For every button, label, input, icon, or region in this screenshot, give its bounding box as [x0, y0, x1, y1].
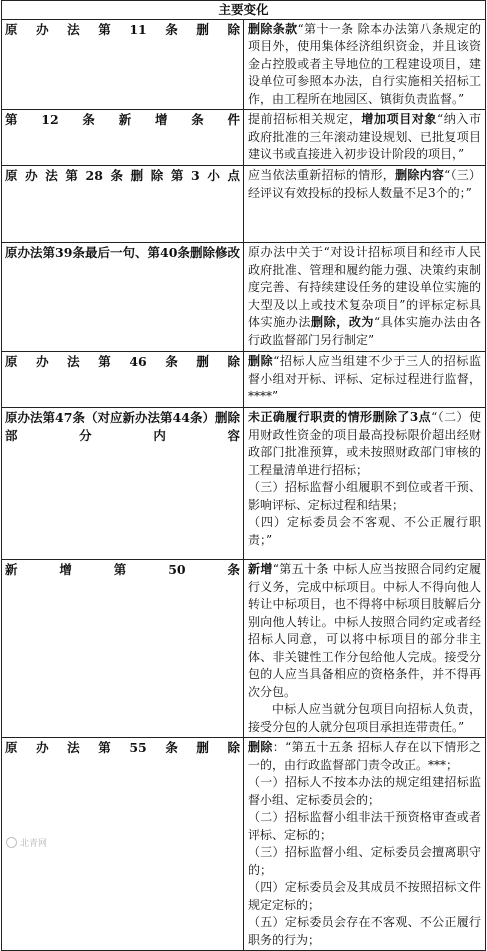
- row-text: “纳入市政府批准的三年滚动建设规划、已批复项目建议书或直接进入初步设计阶段的项目，”: [248, 112, 481, 161]
- row-lead: 未正确履行职责的情形删除了3点: [248, 410, 432, 424]
- row-text: “第十一条 除本办法第八条规定的项目外，使用集体经济组织资金，并且该资金占控股或者主导地位的工程建设项目，建设单位可参照本办法，自行实施相关招标工作，由工程所在地园区、镇街负责监督。”: [248, 21, 481, 106]
- row-label: 第12条新增条件: [2, 110, 244, 166]
- list-item: （二）招标监督小组非法干预资格审查或者评标、定标的；: [248, 810, 481, 842]
- row-lead: 删除: [248, 354, 274, 368]
- row-content: [244, 166, 486, 243]
- row-label: 原办法第47条（对应新办法第44条）删除部分内容: [2, 408, 244, 560]
- row-content: [244, 352, 486, 408]
- changes-table: [1, 0, 486, 951]
- list-item: （三）招标监督小组履职不到位或者干预、影响评标、定标过程和结果；: [248, 480, 481, 512]
- row-pre: 应当依法重新招标的情形，: [248, 168, 396, 182]
- row-lead: 删除: [248, 740, 273, 754]
- row-content: [244, 110, 486, 166]
- row-content: [244, 243, 486, 352]
- row-label: 原办法第28条删除第3小点: [2, 166, 244, 243]
- row-content: [244, 560, 486, 738]
- table-row: [2, 738, 486, 951]
- row-para: [248, 409, 481, 479]
- row-lead: 新增: [248, 562, 273, 576]
- table-row: [2, 408, 486, 560]
- row-label: 原办法第39条最后一句、第40条删除修改: [2, 243, 244, 352]
- list-item: （五）定标委员会存在不客观、不公正履行职务的行为；: [248, 915, 481, 947]
- row-pre: 提前招标相关规定，: [248, 112, 362, 126]
- row-para: [248, 739, 481, 774]
- row-para-2: 中标人应当就分包项目向招标人负责，接受分包的人就分包项目承担连带责任。”: [248, 702, 481, 734]
- row-lead: 删除，改为: [311, 315, 375, 329]
- table-row: [2, 560, 486, 738]
- table-row: [2, 110, 486, 166]
- watermark-text: 北青网: [20, 839, 48, 849]
- row-label: 原办法第55条删除: [2, 738, 244, 951]
- table-row: [2, 19, 486, 110]
- table-row: [2, 352, 486, 408]
- row-label: 新增第50条: [2, 560, 244, 738]
- row-content: [244, 408, 486, 560]
- table-row: [2, 166, 486, 243]
- row-label: 原办法第11条删除: [2, 19, 244, 110]
- row-text: “招标人应当组建不少于三人的招标监督小组对开标、评标、定标过程进行监督，****”: [248, 354, 481, 403]
- table-row: [2, 243, 486, 352]
- row-para: [248, 561, 481, 701]
- watermark: [6, 836, 47, 849]
- row-content: [244, 738, 486, 951]
- row-label: 原办法第46条删除: [2, 352, 244, 408]
- row-text: ：“第五十五条 招标人存在以下情形之一的，由行政监督部门责令改正。***；: [248, 740, 481, 772]
- list-item: （一）招标人不按本办法的规定组建招标监督小组、定标委员会的；: [248, 775, 481, 807]
- watermark-logo-icon: [6, 837, 17, 848]
- row-text: “具体实施办法由各行政监督部门另行制定”: [248, 315, 481, 347]
- row-pre: 原办法中关于“对设计招标项目和经市人民政府批准、管理和履约能力强、决策约束制度完善、有持续建设任务的建设单位实施的大型及以上或技术复杂项目”的评标定标具体实施办法: [248, 245, 481, 329]
- list-item: （四）定标委员会不客观、不公正履行职责；”: [248, 515, 481, 547]
- row-lead: 删除条款: [248, 21, 298, 36]
- list-item: （四）定标委员会及其成员不按照招标文件规定定标的；: [248, 880, 481, 912]
- row-text: “（二）使用财政性资金的项目最高投标限价超出经财政部门批准预算，或未按照财政部门审核的工程量清单进行招标；: [248, 410, 481, 477]
- list-item: （三）招标监督小组、定标委员会擅离职守的；: [248, 845, 481, 877]
- row-content: [244, 19, 486, 110]
- table-header: 主要变化: [2, 1, 486, 20]
- row-text: “（三）经评议有效投标的投标人数量不足3个的；”: [248, 168, 481, 200]
- row-text: “第五十条 中标人应当按照合同约定履行义务，完成中标项目。中标人不得向他人转让中标项目，也不得将中标项目肢解后分别向他人转让。中标人按照合同约定或者经招标人同意，可以将中标项目的部分非主体、非关键性工作分包给他人完成。接受分包的人应当具备相应的资格条件，并不得再次分包。: [248, 562, 481, 699]
- row-lead: 增加项目对象: [361, 112, 438, 126]
- row-lead: 删除内容: [395, 168, 445, 182]
